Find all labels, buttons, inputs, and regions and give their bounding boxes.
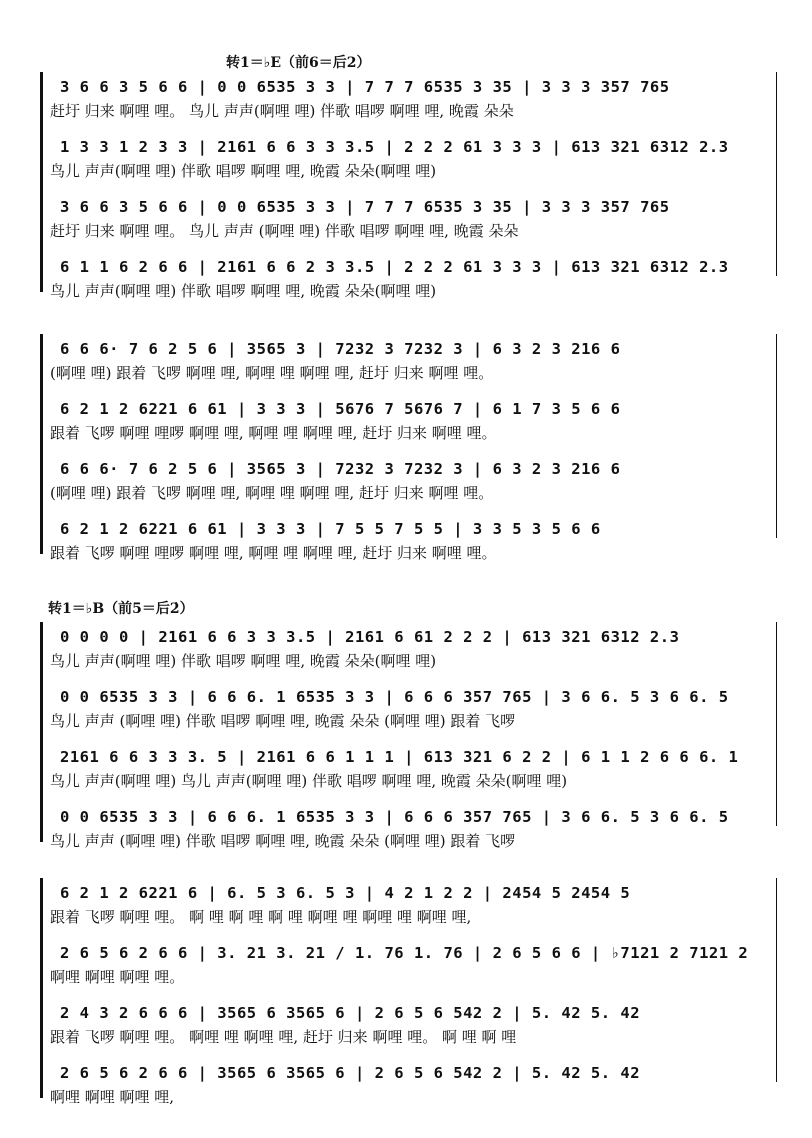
staff-notes: 2 4 3 2 6 6 6 | 3565 6 3565 6 | 2 6 5 6 542 2 | 5. 42 5. 42: [60, 1004, 641, 1022]
key-change-2: 转1＝♭B（前5＝后2̇）: [48, 601, 194, 617]
staff-lyric: 跟着 飞啰 啊哩 哩。 啊哩 哩 啊哩 哩, 赶圩 归来 啊哩 哩。 啊 哩 啊 哩: [50, 1028, 517, 1046]
staff-lyric: 鸟儿 声声(啊哩 哩) 伴歌 唱啰 啊哩 哩, 晚霞 朵朵(啊哩 哩): [50, 162, 437, 180]
staff-notes: 6 2 1 2 6221 6 61 | 3 3 3 | 5676 7 5676 7 | 6 1 7 3 5 6 6: [60, 400, 621, 418]
key-change-1: 转1＝♭E（前6＝后2）: [226, 55, 371, 71]
system-brace: [40, 334, 43, 554]
staff-notes: 3 6 6 3 5 6 6 | 0 0 6535 3 3 | 7 7 7 6535 3 35 | 3 3 3 357 765: [60, 78, 670, 96]
system-brace: [40, 878, 43, 1098]
staff-lyric: 赶圩 归来 啊哩 哩。 鸟儿 声声(啊哩 哩) 伴歌 唱啰 啊哩 哩, 晚霞 朵朵: [50, 102, 514, 120]
staff-notes: 6 2 1 2 6221 6 61 | 3 3 3 | 7 5 5 7 5 5 | 3 3 5 3 5 6 6: [60, 520, 601, 538]
staff-lyric: (啊哩 哩) 跟着 飞啰 啊哩 哩, 啊哩 哩 啊哩 哩, 赶圩 归来 啊哩 哩。: [50, 364, 494, 382]
staff-lyric: 啊哩 啊哩 啊哩 哩。: [50, 968, 185, 986]
staff-lyric: 鸟儿 声声(啊哩 哩) 伴歌 唱啰 啊哩 哩, 晚霞 朵朵(啊哩 哩): [50, 652, 437, 670]
staff-notes: 0 0 6535 3 3 | 6 6 6. 1 6535 3 3 | 6 6 6 357 765 | 3 6 6. 5 3 6 6. 5: [60, 688, 729, 706]
system-brace: [40, 72, 43, 292]
staff-notes: 6 1 1 6 2 6 6 | 2161 6 6 2 3 3.5 | 2 2 2 61 3 3 3 | 613 321 6312 2.3: [60, 258, 729, 276]
staff-lyric: 啊哩 啊哩 啊哩 哩,: [50, 1088, 175, 1106]
staff-notes: 1 3 3 1 2 3 3 | 2161 6 6 3 3 3.5 | 2 2 2 61 3 3 3 | 613 321 6312 2.3: [60, 138, 729, 156]
staff-notes: 6 6 6· 7 6 2 5 6 | 3565 3 | 7232 3 7232 3 | 6 3 2 3 216 6: [60, 460, 621, 478]
staff-lyric: 鸟儿 声声 (啊哩 哩) 伴歌 唱啰 啊哩 哩, 晚霞 朵朵 (啊哩 哩) 跟着 飞啰: [50, 832, 516, 850]
staff-notes: 2161 6 6 3 3 3. 5 | 2161 6 6 1 1 1 | 613 321 6 2 2 | 6 1 1 2 6 6 6. 1: [60, 748, 739, 766]
staff-notes: 0 0 6535 3 3 | 6 6 6. 1 6535 3 3 | 6 6 6 357 765 | 3 6 6. 5 3 6 6. 5: [60, 808, 729, 826]
system-brace: [40, 622, 43, 842]
staff-notes: 6 6 6· 7 6 2 5 6 | 3565 3 | 7232 3 7232 3 | 6 3 2 3 216 6: [60, 340, 621, 358]
barline: [776, 878, 777, 1082]
staff-notes: 2 6 5 6 2 6 6 | 3. 21 3. 21 / 1. 76 1. 76 | 2 6 5 6 6 | ♭7121 2 7121 2: [60, 944, 749, 962]
barline: [776, 334, 777, 538]
staff-lyric: 鸟儿 声声(啊哩 哩) 鸟儿 声声(啊哩 哩) 伴歌 唱啰 啊哩 哩, 晚霞 朵朵(啊哩 哩): [50, 772, 568, 790]
barline: [776, 72, 777, 276]
staff-notes: 0 0 0 0 | 2161 6 6 3 3 3.5 | 2161 6 61 2 2 2 | 613 321 6312 2.3: [60, 628, 680, 646]
staff-lyric: 鸟儿 声声 (啊哩 哩) 伴歌 唱啰 啊哩 哩, 晚霞 朵朵 (啊哩 哩) 跟着 飞啰: [50, 712, 516, 730]
staff-lyric: 跟着 飞啰 啊哩 哩啰 啊哩 哩, 啊哩 哩 啊哩 哩, 赶圩 归来 啊哩 哩。: [50, 424, 497, 442]
staff-lyric: (啊哩 哩) 跟着 飞啰 啊哩 哩, 啊哩 哩 啊哩 哩, 赶圩 归来 啊哩 哩。: [50, 484, 494, 502]
staff-lyric: 鸟儿 声声(啊哩 哩) 伴歌 唱啰 啊哩 哩, 晚霞 朵朵(啊哩 哩): [50, 282, 437, 300]
staff-lyric: 跟着 飞啰 啊哩 哩。 啊 哩 啊 哩 啊 哩 啊哩 哩 啊哩 哩 啊哩 哩,: [50, 908, 472, 926]
staff-lyric: 跟着 飞啰 啊哩 哩啰 啊哩 哩, 啊哩 哩 啊哩 哩, 赶圩 归来 啊哩 哩。: [50, 544, 497, 562]
staff-notes: 6 2 1 2 6221 6 | 6. 5 3 6. 5 3 | 4 2 1 2 2 | 2454 5 2454 5: [60, 884, 631, 902]
staff-lyric: 赶圩 归来 啊哩 哩。 鸟儿 声声 (啊哩 哩) 伴歌 唱啰 啊哩 哩, 晚霞 朵朵: [50, 222, 519, 240]
staff-notes: 2 6 5 6 2 6 6 | 3565 6 3565 6 | 2 6 5 6 542 2 | 5. 42 5. 42: [60, 1064, 641, 1082]
staff-notes: 3 6 6 3 5 6 6 | 0 0 6535 3 3 | 7 7 7 6535 3 35 | 3 3 3 357 765: [60, 198, 670, 216]
barline: [776, 622, 777, 826]
